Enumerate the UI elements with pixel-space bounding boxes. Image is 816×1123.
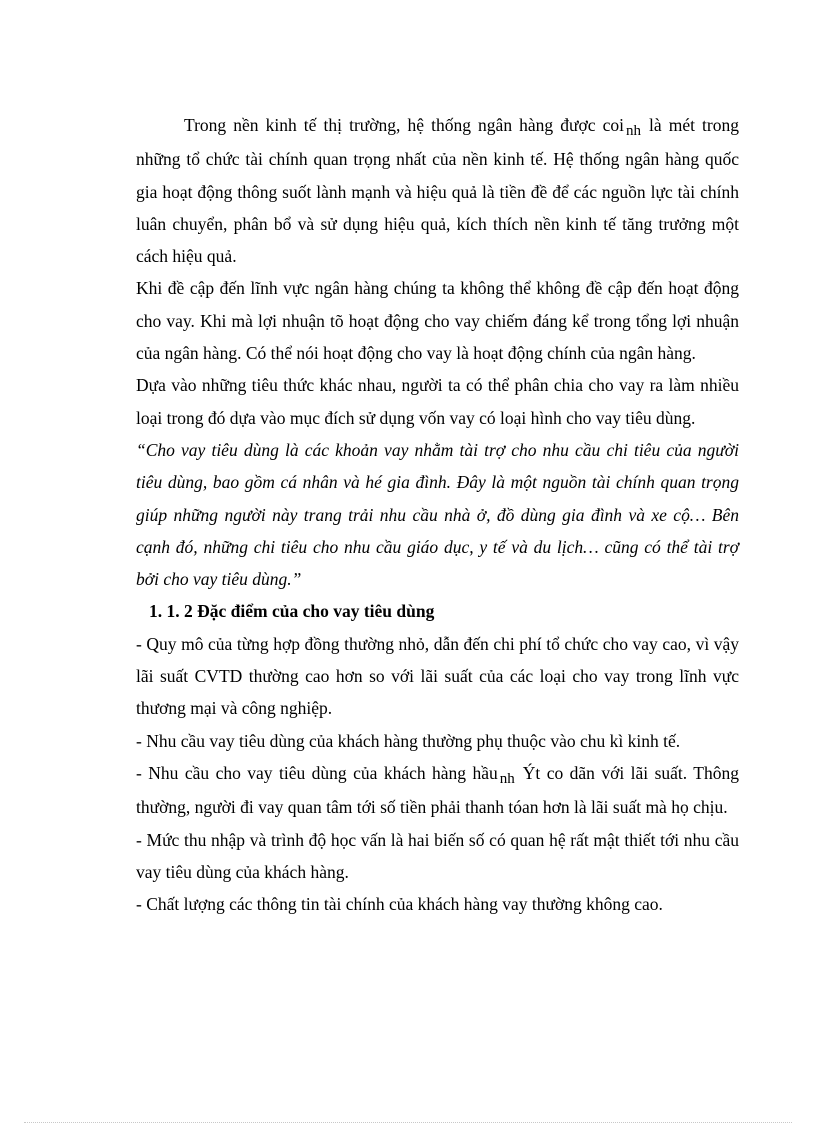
- bullet-interest-elasticity: [136, 757, 739, 824]
- subscript-fragment: nh: [626, 123, 641, 139]
- document-body: [136, 109, 739, 920]
- bullet-economic-cycle: - Nhu cầu vay tiêu dùng của khách hàng thường phụ thuộc vào chu kì kinh tế.: [136, 730, 681, 751]
- definition-quote: “Cho vay tiêu dùng là các khoản vay nhằm tài trợ cho nhu cầu chi tiêu của người tiêu dùng, bao gồm cá nhân và hé gia đình. Đây là một nguồn tài chính quan trọng giúp những người này trang trải nhu cầu nhà ở, đồ dùng gia đình và xe cộ… Bên cạnh đó, những chi tiêu cho nhu cầu giáo dục, y tế và du lịch… cũng có thể tài trợ bởi cho vay tiêu dùng.”: [136, 439, 739, 590]
- bullet-interest-elasticity-part2: Ýt co dãn với lãi suất. Thông thường, người đi vay quan tâm tới số tiền phải thanh tóan hơn là lãi suất mà họ chịu.: [136, 762, 739, 818]
- paragraph-intro-part1: Trong nền kinh tế thị trường, hệ thống ngân hàng được coi: [184, 115, 624, 135]
- bullet-financial-info: - Chất lượng các thông tin tài chính của khách hàng vay thường không cao.: [136, 894, 663, 915]
- paragraph-classification: Dựa vào những tiêu thức khác nhau, người ta có thể phân chia cho vay ra làm nhiều loại trong đó dựa vào mục đích sử dụng vốn vay có loại hình cho vay tiêu dùng.: [136, 375, 739, 428]
- subscript-fragment: nh: [499, 770, 515, 787]
- paragraph-lending: Khi đề cập đến lĩnh vực ngân hàng chúng ta không thể không đề cập đến hoạt động cho vay. Khi mà lợi nhuận tõ hoạt động cho vay chiếm đáng kể trong tổng lợi nhuận của ngân hàng. Có thể nói hoạt động cho vay là hoạt động chính của ngân hàng.: [136, 278, 739, 364]
- paragraph-intro-part2: là mét trong những tổ chức tài chính quan trọng nhất của nền kinh tế. Hệ thống ngân hàng quốc gia hoạt động thông suốt lành mạnh và hiệu quả là tiền đề để các nguồn lực tài chính luân chuyển, phân bổ và sử dụng hiệu quả, kích thích nền kinh tế tăng trưởng một cách hiệu quả.: [136, 115, 739, 267]
- bullet-income-education: - Mức thu nhập và trình độ học vấn là hai biến số có quan hệ rất mật thiết tới nhu cầu vay tiêu dùng của khách hàng.: [136, 829, 739, 882]
- paragraph-intro: [136, 109, 739, 272]
- bullet-interest-elasticity-part1: - Nhu cầu cho vay tiêu dùng của khách hàng hầu: [136, 762, 498, 783]
- bullet-contract-size: - Quy mô của từng hợp đồng thường nhỏ, dẫn đến chi phí tổ chức cho vay cao, vì vậy lãi suất CVTD thường cao hơn so với lãi suất của các loại cho vay trong lĩnh vực thương mại và công nghiệp.: [136, 633, 739, 719]
- section-heading: 1. 1. 2 Đặc điểm của cho vay tiêu dùng: [149, 601, 435, 622]
